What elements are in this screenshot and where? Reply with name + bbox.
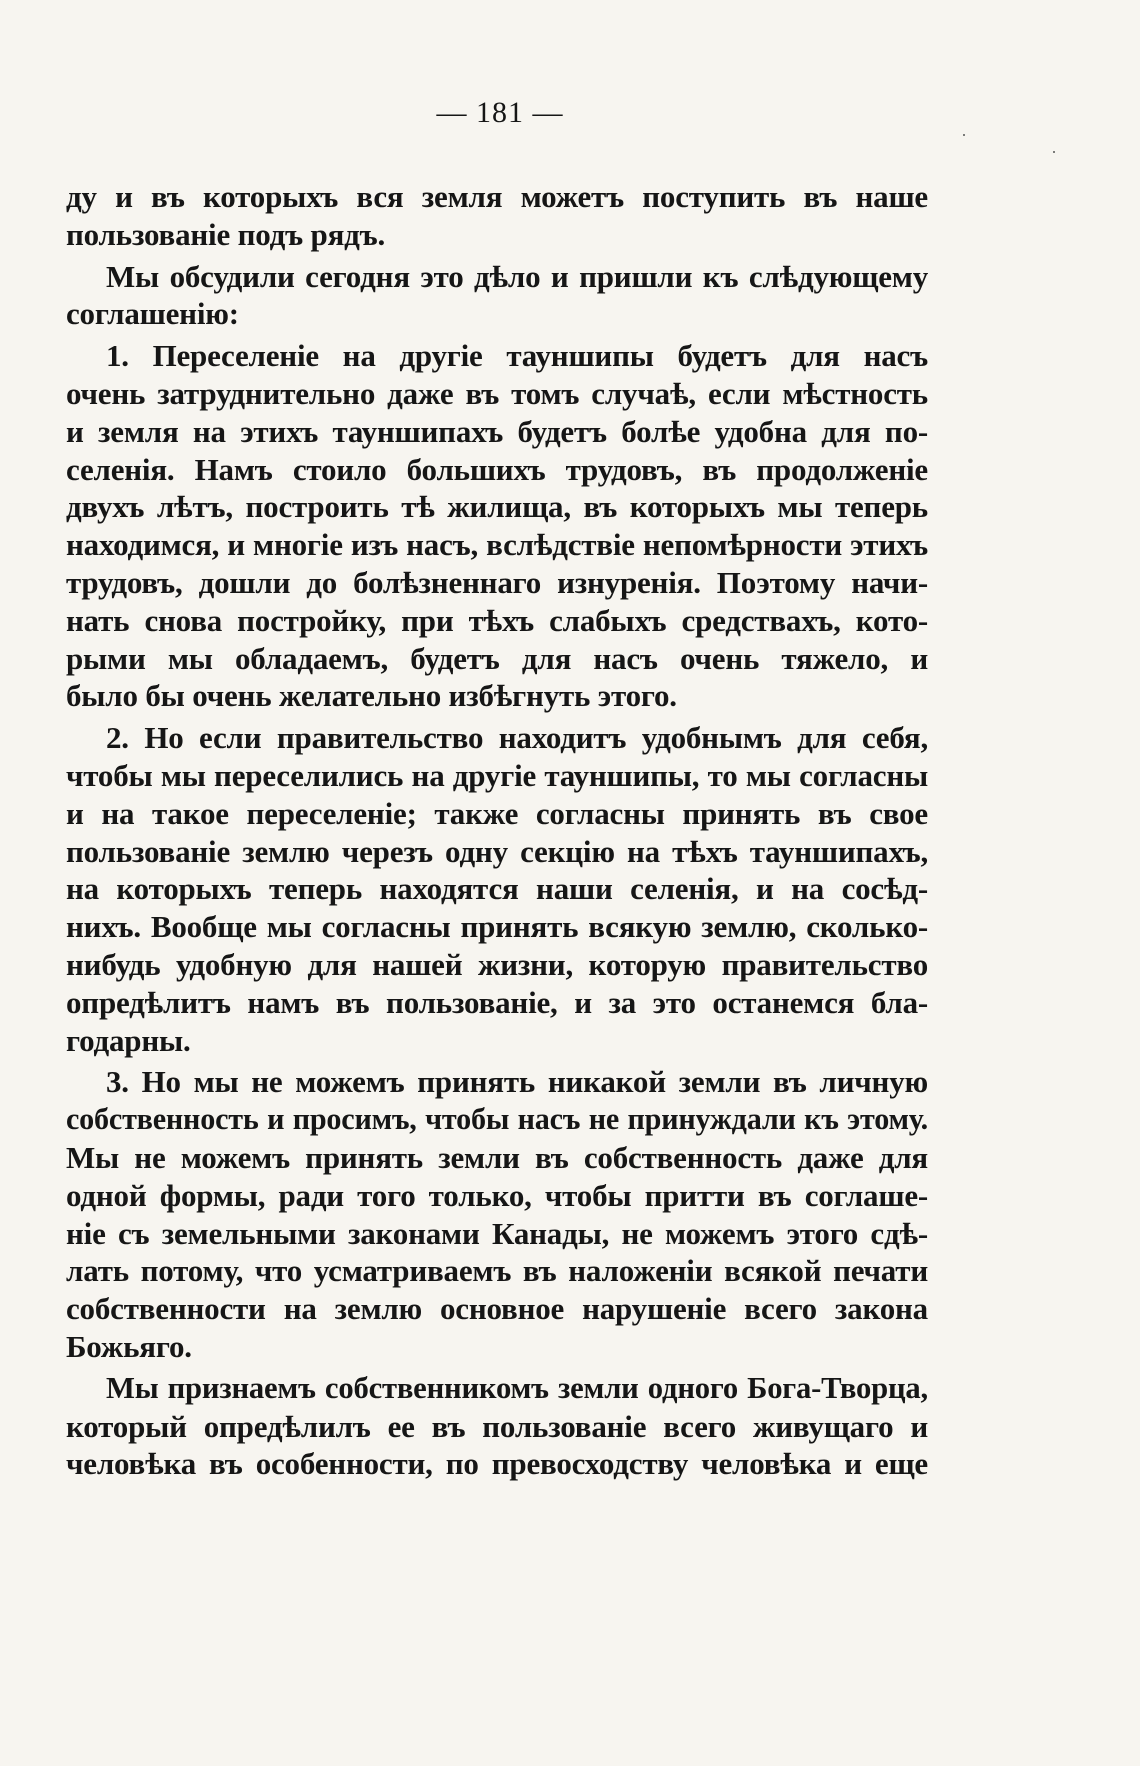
- text-line: было бы очень желательно избѣгнуть этого.: [66, 678, 677, 714]
- paragraph-point-2: [66, 719, 928, 1059]
- text-line: и земля на этихъ тауншипахъ будетъ болѣе удобна для по-: [66, 413, 928, 449]
- text-line: 1. Переселеніе на другіе тауншипы будетъ для насъ: [106, 338, 928, 374]
- text-line: нибудь удобную для нашей жизни, которую правительство: [66, 946, 928, 982]
- text-line: находимся, и многіе изъ насъ, вслѣдствіе непомѣрности этихъ: [66, 527, 928, 563]
- text-line: 2. Но если правительство находитъ удобнымъ для себя,: [106, 720, 928, 756]
- text-line: нихъ. Вообще мы согласны принять всякую землю, сколько-: [66, 909, 928, 945]
- paper-speck: [1053, 151, 1055, 153]
- text-line: очень затруднительно даже въ томъ случаѣ, если мѣстность: [66, 375, 928, 411]
- text-line: селенія. Намъ стоило большихъ трудовъ, въ продолженіе: [66, 451, 928, 487]
- paragraph-point-3: [66, 1063, 928, 1365]
- paragraph: [66, 258, 928, 334]
- text-line: двухъ лѣтъ, построить тѣ жилища, въ которыхъ мы теперь: [66, 489, 928, 525]
- paragraph-point-1: [66, 337, 928, 715]
- text-line: ду и въ которыхъ вся земля можетъ поступить въ наше: [66, 179, 928, 214]
- paragraph: [66, 1370, 928, 1483]
- text-line: опредѣлитъ намъ въ пользованіе, и за это останемся бла-: [66, 984, 928, 1020]
- page-text: [66, 178, 928, 1483]
- text-line: Мы не можемъ принять земли въ собственность даже для: [66, 1139, 928, 1175]
- text-line: Мы обсудили сегодня это дѣло и пришли къ слѣдующему: [106, 258, 928, 294]
- page-number: — 181 —: [436, 96, 564, 129]
- text-line: соглашенію:: [66, 296, 239, 332]
- text-line: трудовъ, дошли до болѣзненнаго изнуренія. Поэтому начи-: [66, 564, 928, 600]
- text-line: 3. Но мы не можемъ принять никакой земли въ личную: [106, 1064, 928, 1100]
- paper-speck: [963, 134, 965, 136]
- text-line: ніе съ земельными законами Канады, не можемъ этого сдѣ-: [66, 1215, 928, 1251]
- text-line: на которыхъ теперь находятся наши селенія, и на сосѣд-: [66, 871, 928, 907]
- text-line: и на такое переселеніе; также согласны принять въ свое: [66, 795, 928, 831]
- text-line: чтобы мы переселились на другіе тауншипы, то мы согласны: [66, 757, 928, 793]
- text-line: который опредѣлилъ ее въ пользованіе всего живущаго и: [66, 1408, 928, 1444]
- paragraph: [66, 178, 928, 254]
- text-line: годарны.: [66, 1022, 191, 1058]
- text-line: Мы признаемъ собственникомъ земли одного Бога-Творца,: [106, 1370, 928, 1405]
- text-line: пользованіе землю черезъ одну секцію на тѣхъ тауншипахъ,: [66, 833, 928, 869]
- text-line: нать снова постройку, при тѣхъ слабыхъ средствахъ, кото-: [66, 602, 928, 638]
- text-line: пользованіе подъ рядъ.: [66, 216, 386, 252]
- text-line: собственность и просимъ, чтобы насъ не принуждали къ этому.: [66, 1102, 928, 1137]
- text-line: собственности на землю основное нарушеніе всего закона: [66, 1291, 928, 1327]
- text-line: лать потому, что усматриваемъ въ наложеніи всякой печати: [66, 1253, 928, 1289]
- text-line: человѣка въ особенности, по превосходству человѣка и еще: [66, 1446, 928, 1482]
- text-line: рыми мы обладаемъ, будетъ для насъ очень тяжело, и: [66, 640, 928, 676]
- text-line: одной формы, ради того только, чтобы притти въ соглаше-: [66, 1177, 928, 1213]
- text-line: Божьяго.: [66, 1328, 192, 1364]
